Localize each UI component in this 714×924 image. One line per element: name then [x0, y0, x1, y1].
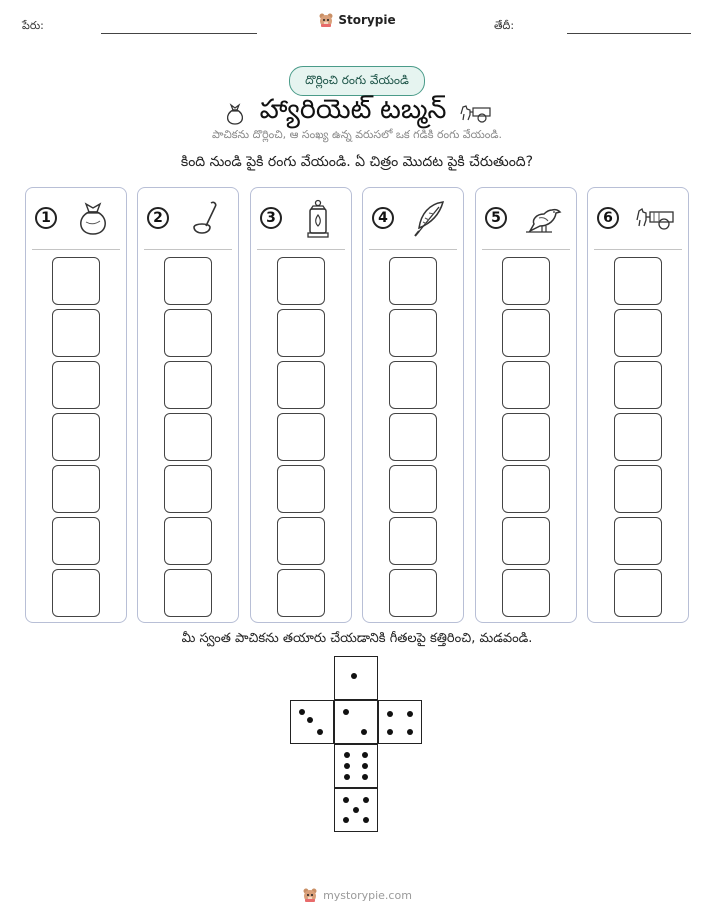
die-pip [387, 729, 393, 735]
die-pip [299, 709, 305, 715]
die-face-2 [290, 700, 334, 744]
color-cell[interactable] [277, 465, 325, 513]
instruction: కింది నుండి పైకి రంగు వేయండి. ఏ చిత్రం మొదట పైకి చేరుతుంది? [180, 154, 534, 170]
color-cell[interactable] [52, 361, 100, 409]
name-label: పేరు: [22, 19, 44, 32]
color-cell[interactable] [52, 309, 100, 357]
column-number: 3 [260, 207, 282, 229]
color-cell[interactable] [389, 517, 437, 565]
column-divider [482, 249, 570, 250]
die-pip [343, 709, 349, 715]
color-cell[interactable] [502, 309, 550, 357]
column-number: 1 [35, 207, 57, 229]
bird-icon [522, 198, 564, 240]
color-cell[interactable] [614, 257, 662, 305]
die-pip [343, 797, 349, 803]
color-cell[interactable] [277, 309, 325, 357]
color-cell[interactable] [164, 413, 212, 461]
color-cell[interactable] [614, 361, 662, 409]
color-cell[interactable] [52, 465, 100, 513]
column-5 [475, 187, 577, 623]
die-face-1 [334, 656, 378, 700]
color-cell[interactable] [614, 413, 662, 461]
color-cell[interactable] [389, 257, 437, 305]
money-bag-icon [72, 198, 114, 240]
color-cell[interactable] [277, 257, 325, 305]
column-divider [257, 249, 345, 250]
column-divider [594, 249, 682, 250]
color-cell[interactable] [389, 413, 437, 461]
color-cell[interactable] [164, 361, 212, 409]
storypie-bear-logo-icon [302, 887, 318, 903]
horse-cart-icon [458, 102, 492, 124]
column-divider [144, 249, 232, 250]
cut-instruction: మీ స్వంత పాచికను తయారు చేయడానికి గీతలపై కత్తిరించి, మడవండి. [181, 631, 533, 646]
color-cell[interactable] [164, 517, 212, 565]
date-label: తేదీ: [494, 19, 515, 32]
color-cell[interactable] [614, 517, 662, 565]
color-cell[interactable] [389, 465, 437, 513]
die-pip [362, 752, 368, 758]
column-number: 2 [147, 207, 169, 229]
ladle-icon [184, 198, 226, 240]
die-face-6 [334, 744, 378, 788]
die-pip [344, 774, 350, 780]
color-cell[interactable] [164, 569, 212, 617]
die-pip [407, 711, 413, 717]
horse-cart-icon [634, 198, 676, 240]
column-number: 4 [372, 207, 394, 229]
color-cell[interactable] [52, 517, 100, 565]
color-cell[interactable] [164, 465, 212, 513]
die-pip [363, 797, 369, 803]
die-face-4 [378, 700, 422, 744]
color-cell[interactable] [502, 465, 550, 513]
die-pip [307, 717, 313, 723]
footer [0, 887, 714, 903]
column-number: 6 [597, 207, 619, 229]
die-pip [407, 729, 413, 735]
page-title: హ్యారియెట్ టబ్మన్ [259, 94, 447, 125]
title-row [0, 94, 714, 132]
die-pip [361, 729, 367, 735]
color-cell[interactable] [502, 517, 550, 565]
die-pip [343, 817, 349, 823]
color-cell[interactable] [389, 309, 437, 357]
date-line[interactable] [567, 33, 691, 34]
column-6 [587, 187, 689, 623]
color-cell[interactable] [389, 569, 437, 617]
die-pip [317, 729, 323, 735]
die-pip [362, 774, 368, 780]
color-cell[interactable] [52, 569, 100, 617]
color-cell[interactable] [502, 257, 550, 305]
color-cell[interactable] [277, 361, 325, 409]
column-number: 5 [485, 207, 507, 229]
color-cell[interactable] [277, 413, 325, 461]
color-cell[interactable] [614, 309, 662, 357]
color-cell[interactable] [389, 361, 437, 409]
color-cell[interactable] [277, 569, 325, 617]
column-1 [25, 187, 127, 623]
color-cell[interactable] [502, 413, 550, 461]
storypie-bear-logo-icon [318, 12, 334, 28]
color-cell[interactable] [502, 361, 550, 409]
brand-header [0, 12, 714, 28]
die-face-3 [334, 700, 378, 744]
column-divider [32, 249, 120, 250]
color-cell[interactable] [502, 569, 550, 617]
footer-url[interactable]: mystorypie.com [323, 888, 412, 902]
column-4 [362, 187, 464, 623]
brand-name: Storypie [338, 13, 396, 27]
die-pip [344, 763, 350, 769]
column-2 [137, 187, 239, 623]
activity-badge: దొర్లించి రంగు వేయండి [289, 66, 425, 96]
color-cell[interactable] [164, 257, 212, 305]
color-cell[interactable] [614, 465, 662, 513]
column-3 [250, 187, 352, 623]
die-face-5 [334, 788, 378, 832]
color-cell[interactable] [614, 569, 662, 617]
column-divider [369, 249, 457, 250]
lantern-icon [297, 198, 339, 240]
color-cell[interactable] [52, 257, 100, 305]
die-pip [387, 711, 393, 717]
die-pip [353, 807, 359, 813]
color-cell[interactable] [52, 413, 100, 461]
die-pip [362, 763, 368, 769]
color-cell[interactable] [164, 309, 212, 357]
name-line[interactable] [101, 33, 257, 34]
die-pip [351, 673, 357, 679]
money-bag-icon [222, 100, 248, 126]
color-cell[interactable] [277, 517, 325, 565]
die-pip [363, 817, 369, 823]
feather-quill-icon [409, 198, 451, 240]
die-pip [344, 752, 350, 758]
subtitle: పాచికను దొర్లించి, ఆ సంఖ్య ఉన్న వరుసలో ఒక గడికి రంగు వేయండి. [212, 128, 502, 141]
